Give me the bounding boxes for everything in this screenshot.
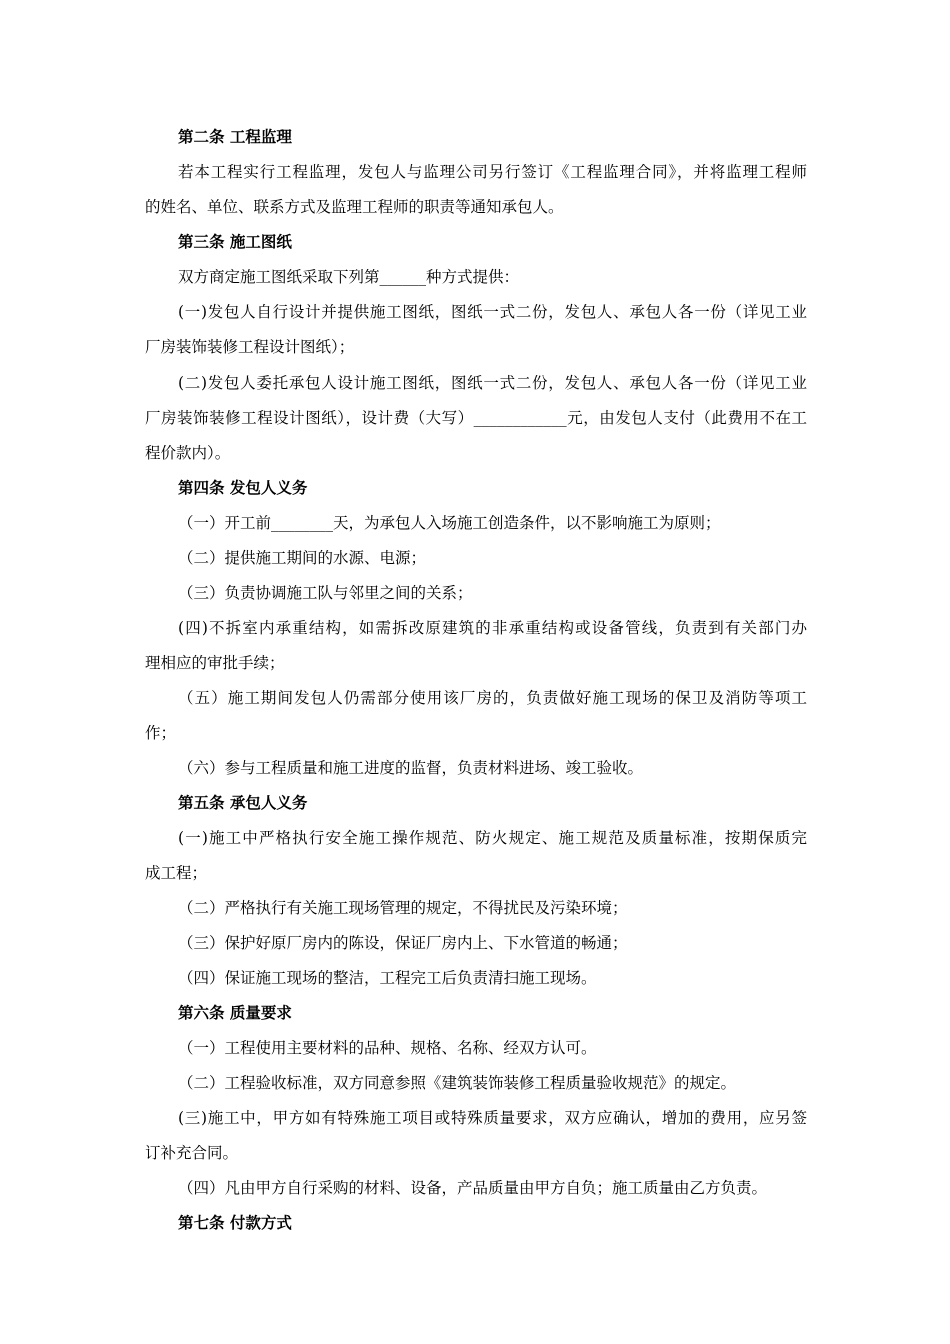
article-7-title: 第七条 付款方式 (178, 1213, 292, 1232)
article-4-item-4-line-2: 理相应的审批手续； (145, 654, 285, 672)
article-3-option-1-line-2: 厂房装饰装修工程设计图纸）； (145, 338, 355, 356)
article-6-item-2: （二）工程验收标准，双方同意参照《建筑装饰装修工程质量验收规范》的规定。 (178, 1074, 737, 1092)
article-3-option-2-line-3: 程价款内）。 (145, 444, 231, 462)
article-4-item-3: （三）负责协调施工队与邻里之间的关系； (178, 584, 473, 602)
article-3-title: 第三条 施工图纸 (178, 232, 292, 251)
article-4-title: 第四条 发包人义务 (178, 478, 308, 497)
article-3-option-1-line-1: (一)发包人自行设计并提供施工图纸，图纸一式二份，发包人、承包人各一份（详见工业 (178, 303, 807, 321)
article-3-intro: 双方商定施工图纸采取下列第______种方式提供： (178, 268, 520, 286)
article-6-item-4: （四）凡由甲方自行采购的材料、设备，产品质量由甲方自负；施工质量由乙方负责。 (178, 1179, 768, 1197)
article-4-item-1: （一）开工前________天，为承包人入场施工创造条件，以不影响施工为原则； (178, 514, 721, 532)
article-4-item-5-line-1: （五）施工期间发包人仍需部分使用该厂房的，负责做好施工现场的保卫及消防等项工 (178, 689, 807, 707)
article-2-line-2: 的姓名、单位、联系方式及监理工程师的职责等通知承包人。 (145, 198, 564, 216)
article-5-title: 第五条 承包人义务 (178, 793, 308, 812)
article-5-item-2: （二）严格执行有关施工现场管理的规定，不得扰民及污染环境； (178, 899, 628, 917)
article-6-title: 第六条 质量要求 (178, 1003, 292, 1022)
article-6-item-3-line-1: (三)施工中，甲方如有特殊施工项目或特殊质量要求，双方应确认，增加的费用，应另签 (178, 1109, 807, 1127)
article-4-item-5-line-2: 作； (145, 724, 177, 742)
article-6-item-1: （一）工程使用主要材料的品种、规格、名称、经双方认可。 (178, 1039, 597, 1057)
article-3-option-2-line-1: (二)发包人委托承包人设计施工图纸，图纸一式二份，发包人、承包人各一份（详见工业 (178, 374, 807, 392)
article-4-item-4-line-1: (四)不拆室内承重结构，如需拆改原建筑的非承重结构或设备管线，负责到有关部门办 (178, 619, 807, 637)
article-6-item-3-line-2: 订补充合同。 (145, 1144, 239, 1162)
article-4-item-6: （六）参与工程质量和施工进度的监督，负责材料进场、竣工验收。 (178, 759, 644, 777)
article-3-option-2-line-2: 厂房装饰装修工程设计图纸），设计费（大写）____________元，由发包人支付（此费用不在工 (145, 409, 807, 427)
article-5-item-1-line-1: (一)施工中严格执行安全施工操作规范、防火规定、施工规范及质量标准，按期保质完 (178, 829, 807, 847)
article-2-line-1: 若本工程实行工程监理，发包人与监理公司另行签订《工程监理合同》，并将监理工程师 (178, 163, 807, 181)
article-5-item-4: （四）保证施工现场的整洁，工程完工后负责清扫施工现场。 (178, 969, 597, 987)
article-5-item-3: （三）保护好原厂房内的陈设，保证厂房内上、下水管道的畅通； (178, 934, 628, 952)
article-4-item-2: （二）提供施工期间的水源、电源； (178, 549, 427, 567)
article-2-title: 第二条 工程监理 (178, 127, 292, 146)
article-5-item-1-line-2: 成工程； (145, 864, 208, 882)
